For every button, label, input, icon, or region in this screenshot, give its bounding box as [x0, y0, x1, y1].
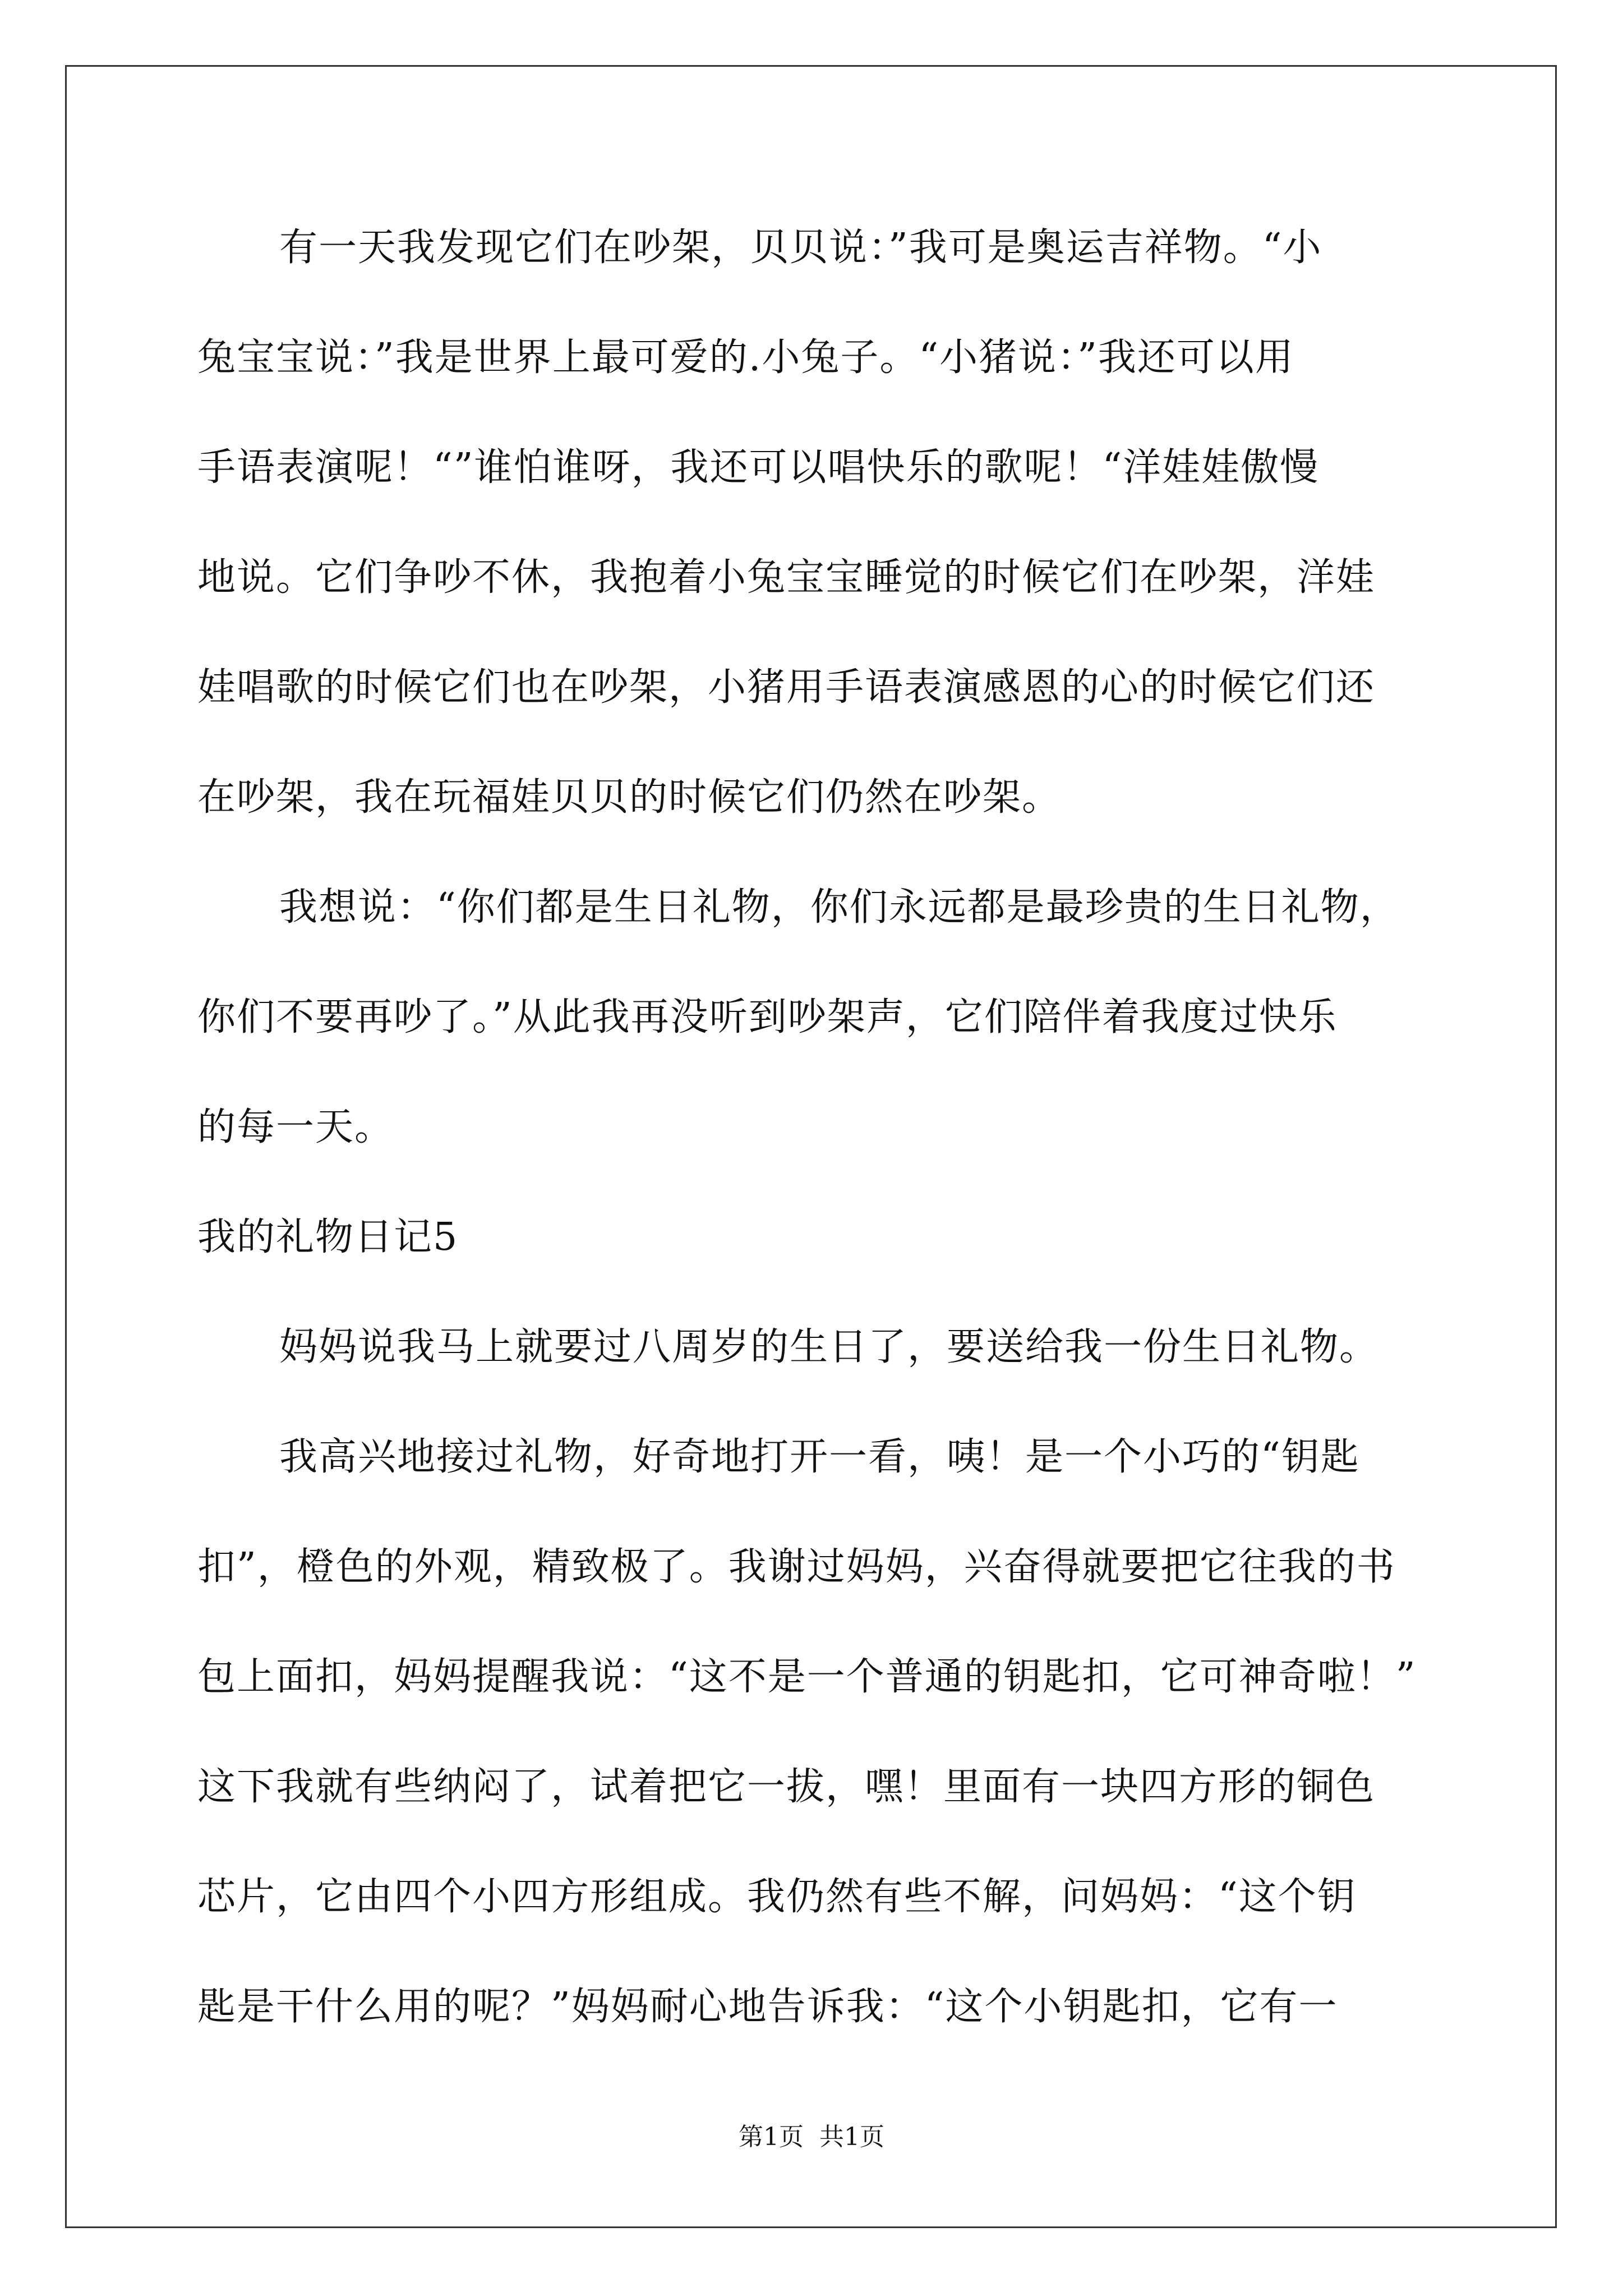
page-total: 共1页 — [819, 2123, 884, 2151]
page-footer — [0, 2120, 1623, 2154]
paragraph-line: 我想说：“你们都是生日礼物，你们永远都是最珍贵的生日礼物， — [279, 885, 1399, 930]
paragraph-line: 芯片，它由四个小四方形组成。我仍然有些不解，问妈妈：“这个钥 — [197, 1875, 1357, 1919]
section-heading: 我的礼物日记5 — [197, 1215, 459, 1259]
paragraph-line: 兔宝宝说：”我是世界上最可爱的.小兔子。“小猪说：”我还可以用 — [197, 335, 1294, 380]
paragraph-line: 这下我就有些纳闷了，试着把它一拔，嘿！里面有一块四方形的铜色 — [197, 1765, 1376, 1809]
paragraph-line: 的每一天。 — [197, 1105, 394, 1149]
paragraph-line: 在吵架，我在玩福娃贝贝的时候它们仍然在吵架。 — [197, 775, 1062, 820]
paragraph-line: 手语表演呢！“”谁怕谁呀，我还可以唱快乐的歌呢！“洋娃娃傲慢 — [197, 445, 1320, 490]
paragraph-line: 有一天我发现它们在吵架，贝贝说：”我可是奥运吉祥物。“小 — [279, 226, 1322, 270]
paragraph-line: 匙是干什么用的呢？”妈妈耐心地告诉我：“这个小钥匙扣，它有一 — [197, 1985, 1338, 2029]
paragraph-line: 妈妈说我马上就要过八周岁的生日了，要送给我一份生日礼物。 — [279, 1325, 1379, 1369]
paragraph-line: 扣”，橙色的外观，精致极了。我谢过妈妈，兴奋得就要把它往我的书 — [197, 1545, 1396, 1589]
paragraph-line: 包上面扣，妈妈提醒我说：“这不是一个普通的钥匙扣，它可神奇啦！” — [197, 1655, 1417, 1699]
paragraph-line: 我高兴地接过礼物，好奇地打开一看，咦！是一个小巧的“钥匙 — [279, 1435, 1360, 1479]
paragraph-line: 你们不要再吵了。”从此我再没听到吵架声，它们陪伴着我度过快乐 — [197, 995, 1338, 1039]
paragraph-line: 地说。它们争吵不休，我抱着小兔宝宝睡觉的时候它们在吵架，洋娃 — [197, 555, 1376, 600]
page-number: 第1页 — [739, 2123, 804, 2151]
paragraph-line: 娃唱歌的时候它们也在吵架，小猪用手语表演感恩的心的时候它们还 — [197, 665, 1376, 710]
